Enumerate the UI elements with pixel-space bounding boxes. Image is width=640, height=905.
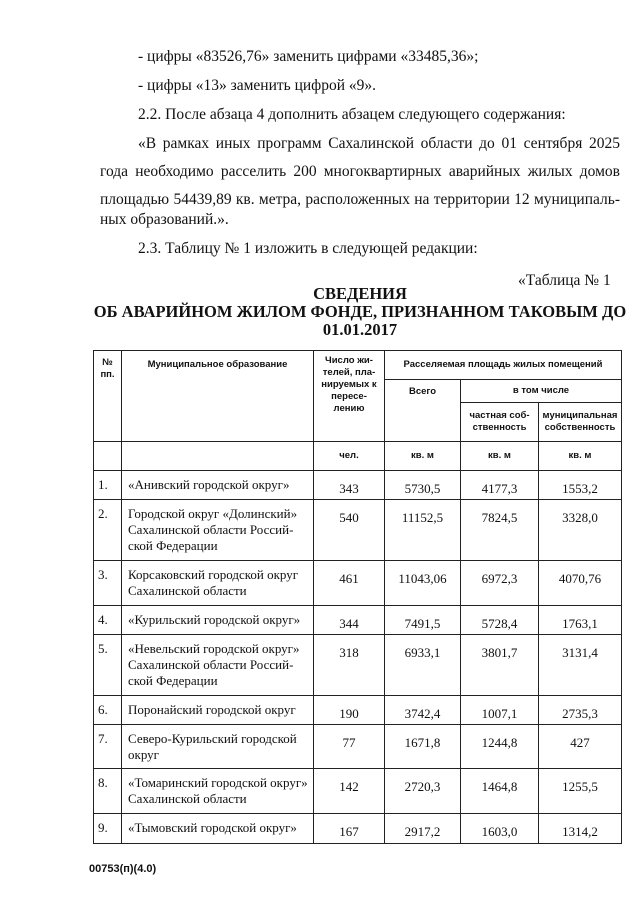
row-number: 5. [94, 635, 122, 696]
unit-municipality-empty [122, 442, 314, 471]
row-municipal: 427 [539, 725, 622, 769]
row-municipal: 3131,4 [539, 635, 622, 696]
title-line-1: СВЕДЕНИЯ [313, 284, 407, 303]
row-municipal: 4070,76 [539, 561, 622, 606]
unit-private: кв. м [461, 442, 539, 471]
col-header-area-group: Расселяемая площадь жилых помещений [385, 351, 622, 380]
row-private: 7824,5 [461, 500, 539, 561]
row-municipality: «Томаринский городской округ» Сахалинской области [122, 769, 314, 814]
row-total: 5730,5 [385, 471, 461, 500]
row-number: 8. [94, 769, 122, 814]
row-municipality: Корсаковский городской округ Сахалинской области [122, 561, 314, 606]
row-number: 4. [94, 606, 122, 635]
table-caption: «Таблица № 1 [518, 272, 611, 289]
row-residents: 343 [314, 471, 385, 500]
quote-line-2: года необходимо расселить 200 многоквартирных аварийных жилых домов [100, 163, 620, 180]
unit-residents: чел. [314, 442, 385, 471]
col-header-municipality: Муниципальное образование [122, 351, 314, 442]
row-number: 1. [94, 471, 122, 500]
row-municipality: Поронайский городской округ [122, 696, 314, 725]
row-municipality: «Тымовский городской округ» [122, 814, 314, 844]
quote-line-3: площадью 54439,89 кв. метра, расположенных на территории 12 муниципаль- [100, 191, 620, 208]
document-code: 00753(п)(4.0) [89, 863, 157, 875]
table-row [94, 471, 622, 500]
amendment-line-1: - цифры «83526,76» заменить цифрами «33485,36»; [138, 48, 479, 65]
table-row [94, 814, 622, 844]
row-residents: 344 [314, 606, 385, 635]
row-residents: 540 [314, 500, 385, 561]
row-municipal: 3328,0 [539, 500, 622, 561]
row-private: 1603,0 [461, 814, 539, 844]
table-row [94, 769, 622, 814]
row-total: 11043,06 [385, 561, 461, 606]
table-row [94, 561, 622, 606]
quote-line-4: ных образований.». [100, 211, 229, 228]
row-number: 6. [94, 696, 122, 725]
row-municipality: «Невельский городской округ» Сахалинской области Россий-ской Федерации [122, 635, 314, 696]
row-municipal: 2735,3 [539, 696, 622, 725]
table-row [94, 635, 622, 696]
emergency-housing-table [93, 350, 622, 844]
row-total: 6933,1 [385, 635, 461, 696]
row-number: 9. [94, 814, 122, 844]
row-municipality: Городской округ «Долинский» Сахалинской области Россий-ской Федерации [122, 500, 314, 561]
row-total: 3742,4 [385, 696, 461, 725]
quote-line-1: «В рамках иных программ Сахалинской области до 01 сентября 2025 [138, 135, 620, 152]
row-municipal: 1314,2 [539, 814, 622, 844]
row-private: 1464,8 [461, 769, 539, 814]
col-header-including: в том числе [461, 380, 622, 403]
col-header-residents: Число жи-телей, пла-нируемых к пересе-лению [314, 351, 385, 442]
col-header-total: Всего [385, 380, 461, 442]
unit-num-empty [94, 442, 122, 471]
row-municipality: Северо-Курильский городской округ [122, 725, 314, 769]
row-municipal: 1763,1 [539, 606, 622, 635]
row-residents: 461 [314, 561, 385, 606]
row-municipality: «Анивский городской округ» [122, 471, 314, 500]
row-residents: 318 [314, 635, 385, 696]
row-residents: 190 [314, 696, 385, 725]
row-total: 2720,3 [385, 769, 461, 814]
table-row [94, 500, 622, 561]
row-total: 2917,2 [385, 814, 461, 844]
row-residents: 167 [314, 814, 385, 844]
amendment-line-2: - цифры «13» заменить цифрой «9». [138, 77, 377, 94]
row-private: 5728,4 [461, 606, 539, 635]
row-number: 2. [94, 500, 122, 561]
unit-municipal: кв. м [539, 442, 622, 471]
title-line-3: 01.01.2017 [322, 320, 398, 339]
col-header-private: частная соб-ственность [461, 403, 539, 442]
row-private: 3801,7 [461, 635, 539, 696]
row-number: 7. [94, 725, 122, 769]
col-header-municipal: муниципальная собственность [539, 403, 622, 442]
row-total: 1671,8 [385, 725, 461, 769]
amendment-line-3: 2.2. После абзаца 4 дополнить абзацем следующего содержания: [138, 106, 566, 123]
amendment-line-4: 2.3. Таблицу № 1 изложить в следующей редакции: [138, 240, 478, 257]
unit-total: кв. м [385, 442, 461, 471]
row-municipal: 1255,5 [539, 769, 622, 814]
table-row [94, 606, 622, 635]
col-header-num: № пп. [94, 351, 122, 442]
row-private: 1007,1 [461, 696, 539, 725]
row-total: 11152,5 [385, 500, 461, 561]
row-number: 3. [94, 561, 122, 606]
row-total: 7491,5 [385, 606, 461, 635]
row-private: 6972,3 [461, 561, 539, 606]
table-row [94, 725, 622, 769]
table-row [94, 696, 622, 725]
row-private: 4177,3 [461, 471, 539, 500]
row-residents: 142 [314, 769, 385, 814]
row-residents: 77 [314, 725, 385, 769]
row-private: 1244,8 [461, 725, 539, 769]
title-line-2: ОБ АВАРИЙНОМ ЖИЛОМ ФОНДЕ, ПРИЗНАННОМ ТАКОВЫМ ДО [93, 302, 627, 321]
row-municipality: «Курильский городской округ» [122, 606, 314, 635]
row-municipal: 1553,2 [539, 471, 622, 500]
